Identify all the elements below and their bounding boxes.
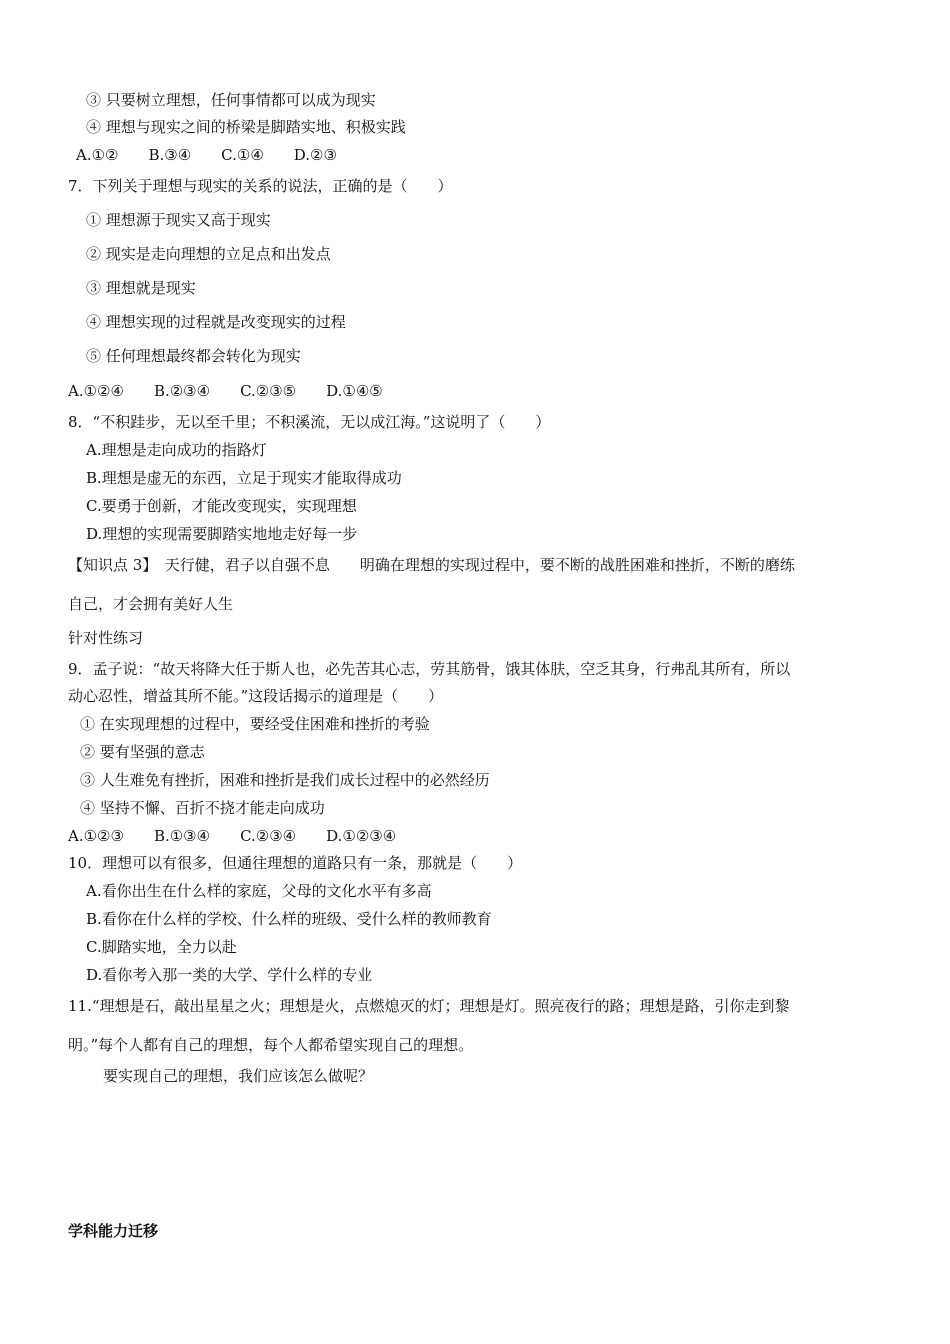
q7-stem: 7．下列关于理想与现实的关系的说法，正确的是（ ） xyxy=(68,177,453,195)
q8-option: B.理想是虚无的东西，立足于现实才能取得成功 xyxy=(86,469,402,487)
q11-line1: 11.“理想是石，敲出星星之火；理想是火，点燃熄灭的灯；理想是灯。照亮夜行的路；理想是路，引你走到黎 xyxy=(68,997,790,1015)
q11-line2: 明。”每个人都有自己的理想，每个人都希望实现自己的理想。 xyxy=(68,1036,474,1054)
q8-option: D.理想的实现需要脚踏实地地走好每一步 xyxy=(86,525,358,543)
q9-item: ④ 坚持不懈、百折不挠才能走向成功 xyxy=(80,799,325,817)
q7-item: ③ 理想就是现实 xyxy=(86,279,196,297)
q9-options: A.①②③ B.①③④ C.②③④ D.①②③④ xyxy=(68,827,397,845)
q8-option: C.要勇于创新，才能改变现实，实现理想 xyxy=(86,497,357,515)
q9-item: ③ 人生难免有挫折，困难和挫折是我们成长过程中的必然经历 xyxy=(80,771,490,789)
section-heading: 学科能力迁移 xyxy=(68,1222,159,1240)
q10-option: A.看你出生在什么样的家庭，父母的文化水平有多高 xyxy=(86,882,432,900)
q9-stem-line2: 动心忍性，增益其所不能。”这段话揭示的道理是（ ） xyxy=(68,687,444,705)
q7-item: ① 理想源于现实又高于现实 xyxy=(86,211,271,229)
q6-item-3: ③ 只要树立理想，任何事情都可以成为现实 xyxy=(86,91,376,109)
q8-option: A.理想是走向成功的指路灯 xyxy=(86,441,267,459)
q6-item-4: ④ 理想与现实之间的桥梁是脚踏实地、积极实践 xyxy=(86,118,406,136)
q7-item: ② 现实是走向理想的立足点和出发点 xyxy=(86,245,331,263)
q7-item: ⑤ 任何理想最终都会转化为现实 xyxy=(86,347,301,365)
q9-item: ① 在实现理想的过程中，要经受住困难和挫折的考验 xyxy=(80,715,430,733)
q9-stem-line1: 9．孟子说：“故天将降大任于斯人也，必先苦其心志，劳其筋骨，饿其体肤，空乏其身，行弗乱其所有，所以 xyxy=(68,660,791,678)
q6-options: A.①② B.③④ C.①④ D.②③ xyxy=(76,146,337,164)
q10-option: C.脚踏实地，全力以赴 xyxy=(86,938,237,956)
knowledge-point-3-line1: 【知识点 3】 天行健，君子以自强不息 明确在理想的实现过程中，要不断的战胜困难和挫折，不断的磨练 xyxy=(68,556,795,574)
q7-options: A.①②④ B.②③④ C.②③⑤ D.①④⑤ xyxy=(68,382,383,400)
q9-item: ② 要有坚强的意志 xyxy=(80,743,205,761)
knowledge-point-3-line2: 自己，才会拥有美好人生 xyxy=(68,595,234,613)
practice-heading: 针对性练习 xyxy=(68,629,144,647)
q8-stem: 8．“不积跬步，无以至千里；不积溪流，无以成江海。”这说明了（ ） xyxy=(68,413,551,431)
q11-line3: 要实现自己的理想，我们应该怎么做呢？ xyxy=(103,1067,374,1085)
q10-option: B.看你在什么样的学校、什么样的班级、受什么样的教师教育 xyxy=(86,910,492,928)
q10-stem: 10．理想可以有很多，但通往理想的道路只有一条，那就是（ ） xyxy=(68,854,523,872)
q7-item: ④ 理想实现的过程就是改变现实的过程 xyxy=(86,313,346,331)
q10-option: D.看你考入那一类的大学、学什么样的专业 xyxy=(86,966,373,984)
